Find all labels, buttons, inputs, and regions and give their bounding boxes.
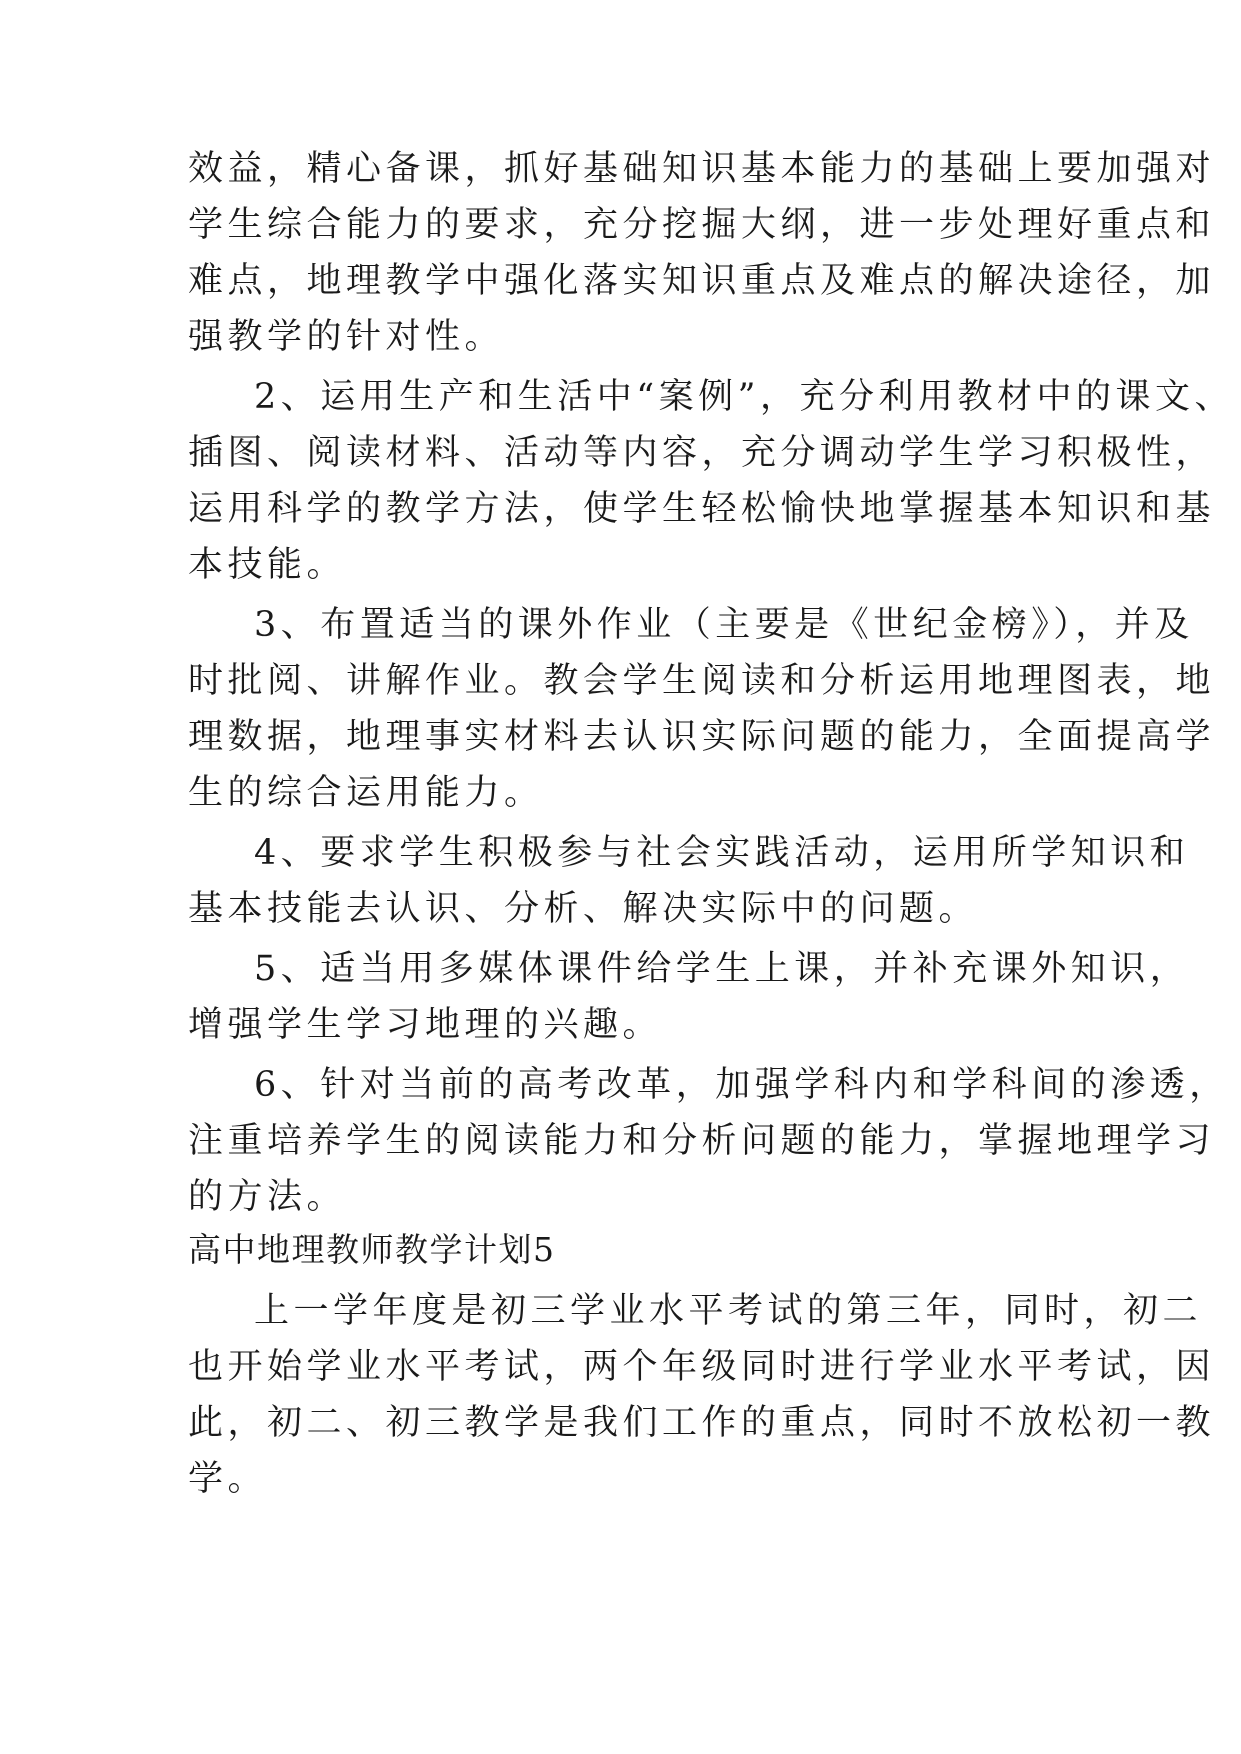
list-item-6-line: 6、针对当前的高考改革，加强学科内和学科间的渗透，	[254, 1065, 1229, 1105]
list-item-3-line: 3、布置适当的课外作业（主要是《世纪金榜》），并及	[254, 605, 1194, 645]
paragraph-line: 学。	[188, 1459, 268, 1499]
paragraph-line: 强教学的针对性。	[188, 317, 505, 357]
paragraph-line: 时批阅、讲解作业。教会学生阅读和分析运用地理图表，地	[188, 661, 1216, 701]
section-heading: 高中地理教师教学计划5	[188, 1230, 556, 1269]
paragraph-first-line: 上一学年度是初三学业水平考试的第三年，同时，初二	[254, 1291, 1203, 1331]
paragraph-line: 本技能。	[188, 545, 347, 585]
paragraph-line: 理数据，地理事实材料去认识实际问题的能力，全面提高学	[188, 717, 1216, 757]
paragraph-line: 注重培养学生的阅读能力和分析问题的能力，掌握地理学习	[188, 1121, 1216, 1161]
paragraph-line: 学生综合能力的要求，充分挖掘大纲，进一步处理好重点和	[188, 205, 1216, 245]
paragraph-line: 运用科学的教学方法，使学生轻松愉快地掌握基本知识和基	[188, 489, 1216, 529]
paragraph-line: 插图、阅读材料、活动等内容，充分调动学生学习积极性，	[188, 433, 1216, 473]
list-item-4-line: 4、要求学生积极参与社会实践活动，运用所学知识和	[254, 833, 1190, 873]
list-item-5-line: 5、适当用多媒体课件给学生上课，并补充课外知识，	[254, 949, 1190, 989]
paragraph-line: 难点，地理教学中强化落实知识重点及难点的解决途径，加	[188, 261, 1216, 301]
paragraph-line: 增强学生学习地理的兴趣。	[188, 1005, 663, 1045]
paragraph-line: 生的综合运用能力。	[188, 773, 544, 813]
paragraph-line: 也开始学业水平考试，两个年级同时进行学业水平考试，因	[188, 1347, 1216, 1387]
paragraph-line: 基本技能去认识、分析、解决实际中的问题。	[188, 889, 979, 929]
list-item-2-line: 2、运用生产和生活中“案例”，充分利用教材中的课文、	[254, 377, 1235, 417]
paragraph-line: 的方法。	[188, 1177, 347, 1217]
paragraph-line: 此，初二、初三教学是我们工作的重点，同时不放松初一教	[188, 1403, 1216, 1443]
paragraph-line: 效益，精心备课，抓好基础知识基本能力的基础上要加强对	[188, 149, 1216, 189]
